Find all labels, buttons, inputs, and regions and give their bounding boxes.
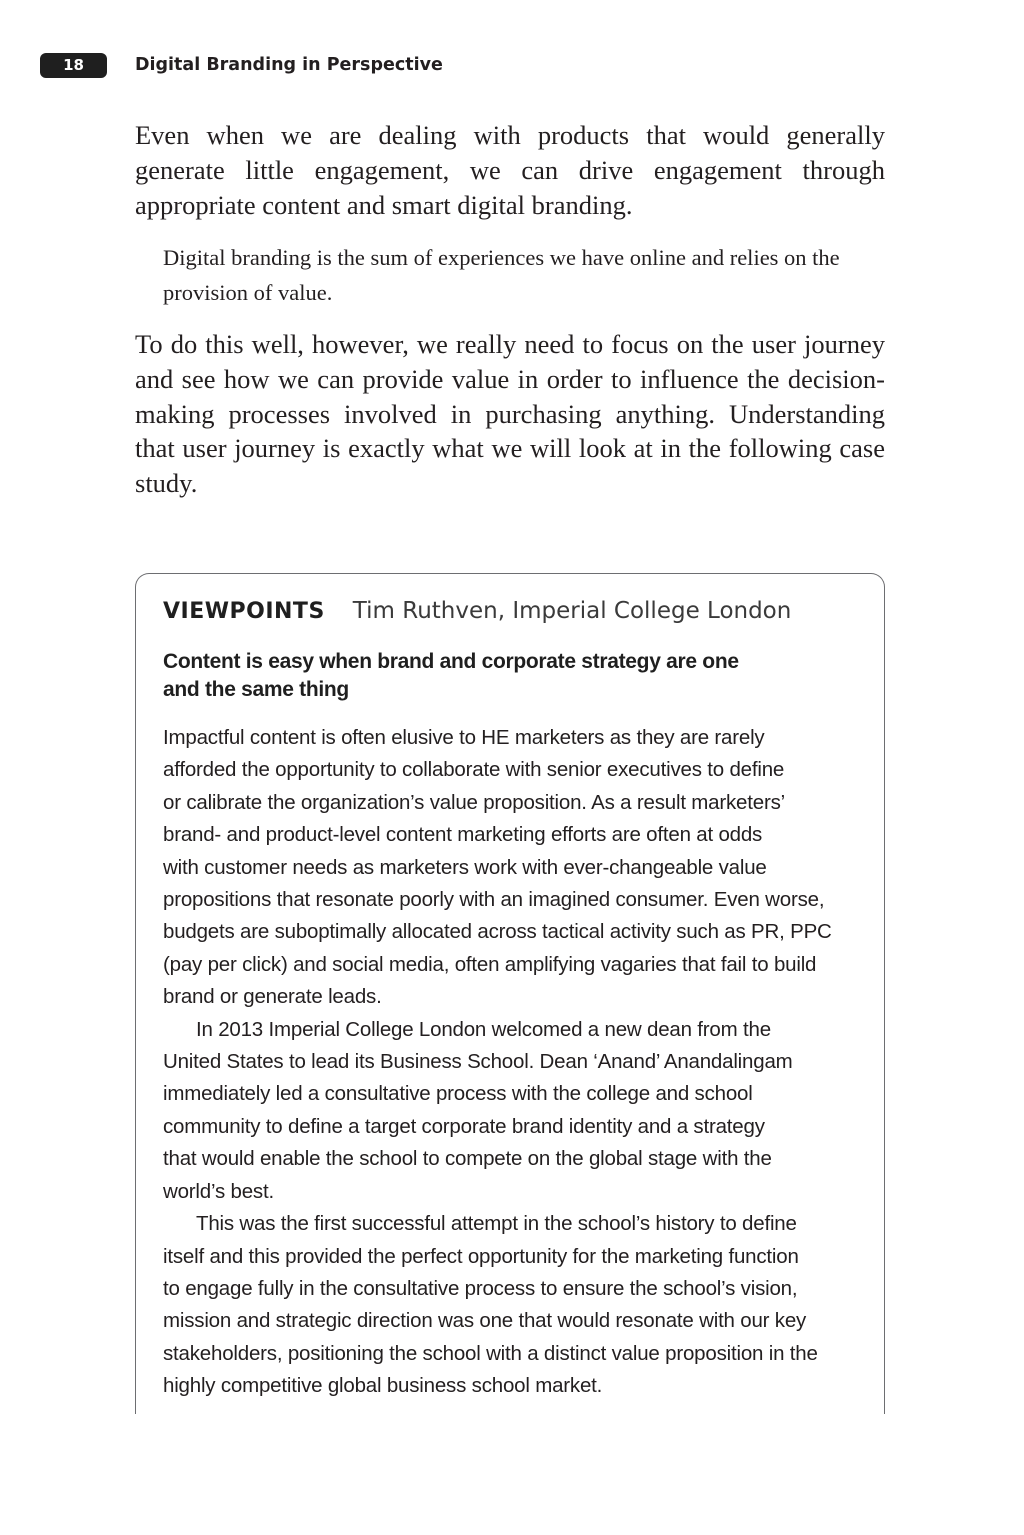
text-line: itself and this provided the perfect opportunity for the marketing function — [163, 1244, 799, 1268]
viewpoints-paragraph-3 — [163, 1208, 863, 1402]
viewpoints-title-line: and the same thing — [163, 678, 349, 701]
running-header — [40, 52, 443, 78]
text-line: afforded the opportunity to collaborate with senior executives to define — [163, 758, 785, 782]
text-line: immediately led a consultative process with the college and school — [163, 1082, 753, 1106]
viewpoints-paragraph-1 — [163, 722, 863, 1014]
pull-quote: Digital branding is the sum of experiences we have online and relies on the provision of value. — [163, 245, 840, 305]
text-line: with customer needs as marketers work with ever-changeable value — [163, 855, 767, 879]
text-line: United States to lead its Business School. Dean ‘Anand’ Anandalingam — [163, 1050, 793, 1074]
text-line: to engage fully in the consultative process to ensure the school’s vision, — [163, 1276, 798, 1300]
page-number: 18 — [40, 53, 107, 78]
viewpoints-heading — [163, 598, 863, 624]
viewpoints-author: Tim Ruthven, Imperial College London — [352, 598, 792, 624]
text-line: community to define a target corporate brand identity and a strategy — [163, 1114, 765, 1138]
text-line: highly competitive global business school market. — [163, 1374, 603, 1398]
text-line: brand- and product-level content marketing efforts are often at odds — [163, 823, 763, 847]
text-line: budgets are suboptimally allocated across tactical activity such as PR, PPC — [163, 920, 832, 944]
text-line: brand or generate leads. — [163, 985, 382, 1009]
text-line: propositions that resonate poorly with an imagined consumer. Even worse, — [163, 888, 825, 912]
text-line: or calibrate the organization’s value proposition. As a result marketers’ — [163, 790, 785, 814]
text-line: (pay per click) and social media, often amplifying vagaries that fail to build — [163, 952, 817, 976]
text-line: stakeholders, positioning the school with a distinct value proposition in the — [163, 1341, 818, 1365]
text-line: world’s best. — [163, 1179, 274, 1203]
viewpoints-content — [163, 598, 863, 1403]
body-paragraph-1: Even when we are dealing with products that would generally generate little engagement, we can drive engagement through appropriate content and smart digital branding. — [135, 120, 885, 220]
body-paragraph-2: To do this well, however, we really need to focus on the user journey and see how we can provide value in order to influence the decision-making processes involved in purchasing anything. Understanding that user journey is exactly what we will look at in the following case study. — [135, 329, 885, 499]
text-line: Impactful content is often elusive to HE marketers as they are rarely — [163, 726, 765, 749]
text-line: In 2013 Imperial College London welcomed a new dean from the — [196, 1017, 771, 1041]
running-title: Digital Branding in Perspective — [135, 55, 443, 75]
text-line: mission and strategic direction was one that would resonate with our key — [163, 1309, 807, 1333]
text-line: This was the first successful attempt in the school’s history to define — [196, 1212, 797, 1236]
viewpoints-paragraph-2 — [163, 1014, 863, 1208]
viewpoints-title-line: Content is easy when brand and corporate strategy are one — [163, 650, 739, 673]
viewpoints-title — [163, 648, 743, 704]
text-line: that would enable the school to compete on the global stage with the — [163, 1147, 772, 1171]
viewpoints-label: VIEWPOINTS — [163, 599, 325, 624]
viewpoints-box — [135, 573, 885, 1414]
